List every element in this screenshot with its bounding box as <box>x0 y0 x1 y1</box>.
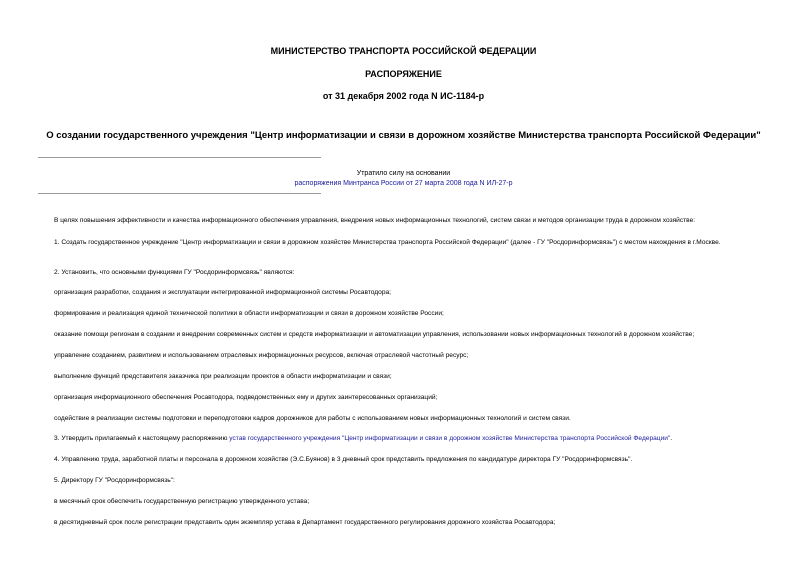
status-note-text: Утратило силу на основании <box>356 170 451 177</box>
divider-top <box>38 157 321 158</box>
clause-4: 4. Управлению труда, заработной платы и персонала в дорожном хозяйстве (Э.С.Буянов) в 3 дневный срок представить предложения по кандидатуре директора ГУ "Росдоринформсвязь". <box>54 456 633 463</box>
document-date-number: от 31 декабря 2002 года N ИС-1184-р <box>322 91 485 101</box>
clause-3 <box>38 434 772 444</box>
charter-link[interactable]: устав государственного учреждения "Центр информатизации и связи в дорожном хозяйстве Министерства транспорта Российской Федерации" <box>229 435 671 442</box>
function-item: выполнение функций представителя заказчика при реализации проектов в области информатизации и связи; <box>54 373 392 380</box>
function-item: содействие в реализации системы подготовки и переподготовки кадров дорожников для работы с использованием новых информационных технологий и систем связи. <box>54 415 571 422</box>
intro-paragraph: В целях повышения эффективности и качества информационного обеспечения управления, внедрения новых информационных технологий, систем связи и методов организации труда в дорожном хозяйстве: <box>54 217 696 224</box>
document-title: О создании государственного учреждения "Центр информатизации и связи в дорожном хозяйстве Министерства транспорта Российской Федерации" <box>46 130 761 141</box>
clause-3-text: 3. Утвердить прилагаемый к настоящему распоряжению <box>54 435 230 442</box>
clause-3-end: . <box>670 435 673 442</box>
function-item: формирование и реализация единой технической политики в области информатизации и связи в дорожном хозяйстве России; <box>54 310 444 317</box>
clause-5-item: в десятидневный срок после регистрации представить один экземпляр устава в Департамент государственного регулирования дорожного хозяйства Росавтодора; <box>54 519 556 526</box>
clause-5-item: в месячный срок обеспечить государственную регистрацию утвержденного устава; <box>54 498 310 505</box>
function-item: оказание помощи регионам в создании и внедрении современных систем и средств информатизации и автоматизации управления, использовании новых информационных технологий в дорожном хозяйстве; <box>54 331 695 338</box>
ministry-heading: МИНИСТЕРСТВО ТРАНСПОРТА РОССИЙСКОЙ ФЕДЕРАЦИИ <box>270 46 537 56</box>
status-note-link[interactable]: распоряжения Минтранса России от 27 марта 2008 года N ИЛ-27-р <box>294 180 513 187</box>
function-item: организация разработки, создания и эксплуатации интегрированной информационной системы Росавтодора; <box>54 289 391 296</box>
clause-2: 2. Установить, что основными функциями ГУ "Росдоринформсвязь" являются: <box>54 269 295 276</box>
clause-1: 1. Создать государственное учреждение "Центр информатизации и связи в дорожном хозяйстве Министерства транспорта Российской Федерации" (далее - ГУ "Росдоринформсвязь") с местом нахождения в г.Москве. <box>54 239 721 246</box>
function-item: управление созданием, развитием и использованием отраслевых информационных ресурсов, включая отраслевой частотный ресурс; <box>54 352 469 359</box>
function-item: организация информационного обеспечения Росавтодора, подведомственных ему и других заинтересованных организаций; <box>54 394 438 401</box>
document-type: РАСПОРЯЖЕНИЕ <box>365 69 442 79</box>
divider-bottom <box>38 193 321 194</box>
clause-5: 5. Директору ГУ "Росдоринформсвязь": <box>54 477 175 484</box>
